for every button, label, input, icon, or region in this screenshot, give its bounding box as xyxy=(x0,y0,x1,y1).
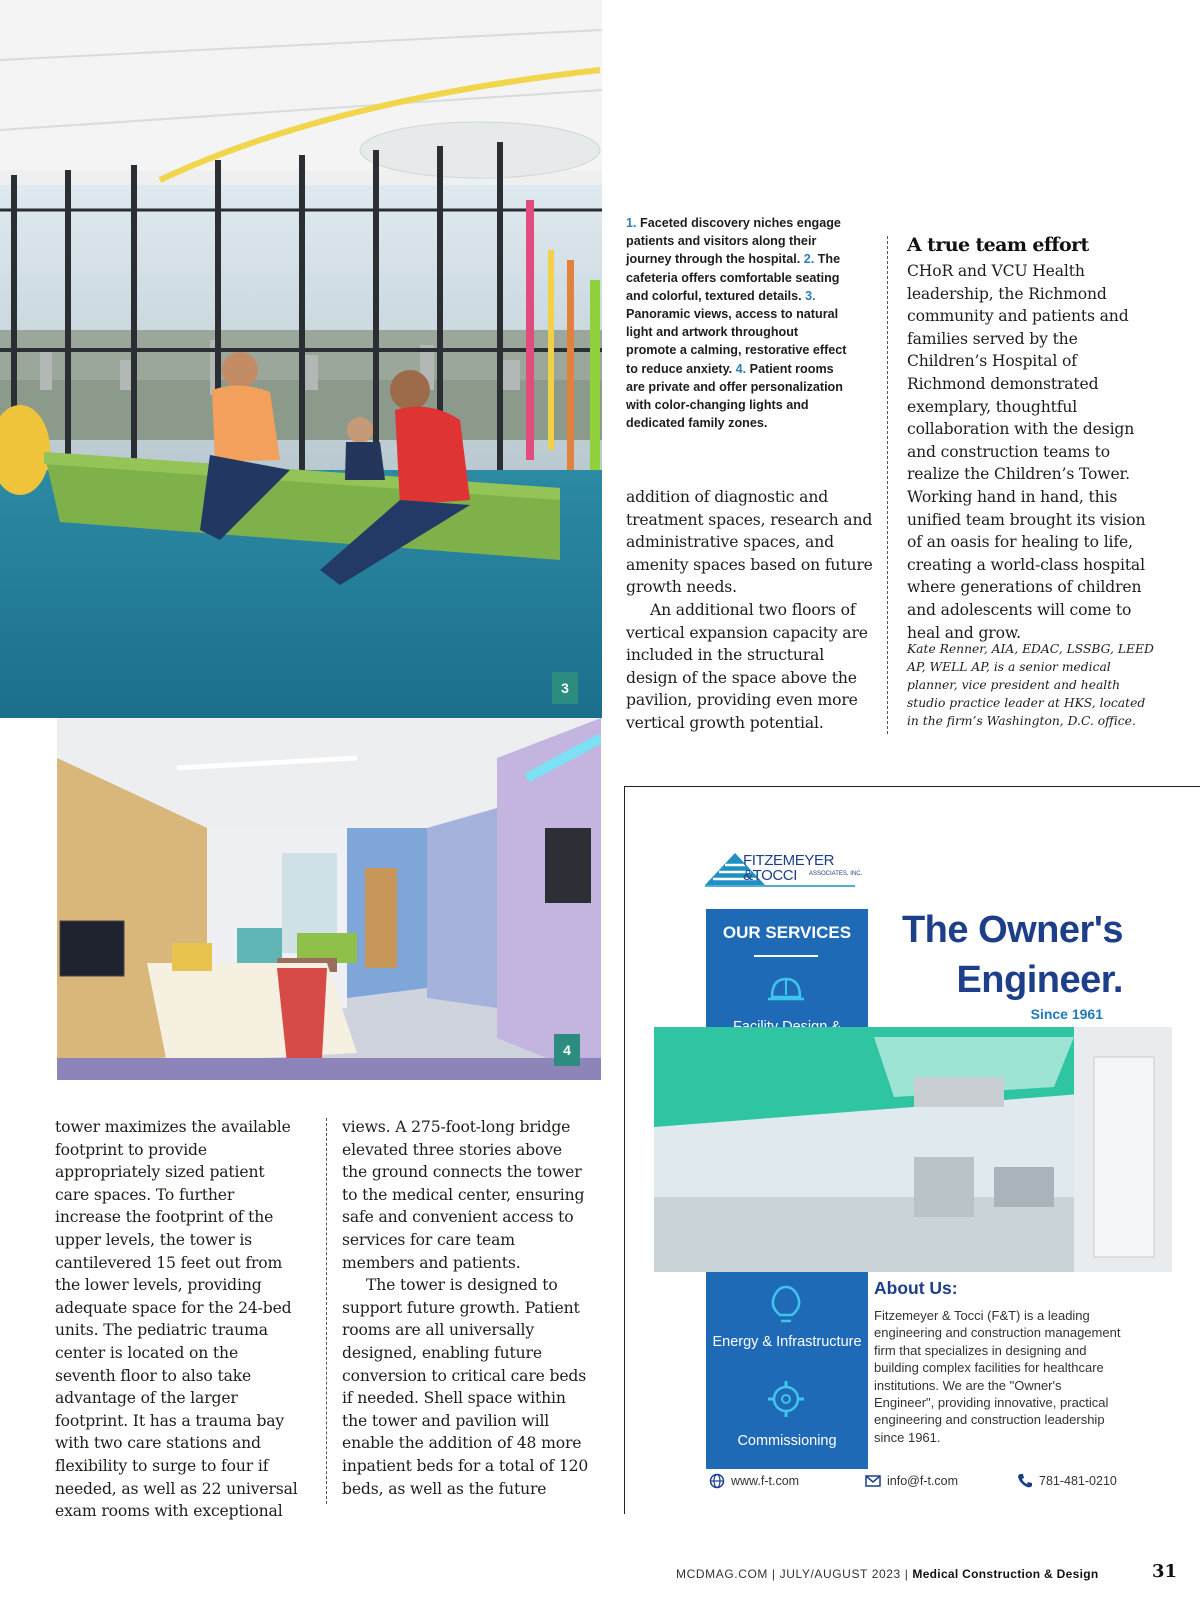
email-contact[interactable] xyxy=(865,1473,958,1489)
ad-headline-line-1: The Owner's xyxy=(901,909,1123,951)
about-heading: About Us: xyxy=(874,1278,958,1298)
photo-panoramic-lounge xyxy=(0,0,602,718)
operating-room-photo xyxy=(654,1027,1172,1272)
article-paragraph: tower maximizes the available footprint to provide appropriately sized patient care spaces. To further increase the footprint of the upper levels, the tower is cantilevered 15 feet out from the lower levels, providing adequate space for the 24-bed units. The pediatric trauma center is located on the seventh floor to also take advantage of the larger footprint. It has a trauma bay with two care stations and flexibility to surge to four if needed, as well as 22 universal exam rooms with exceptional xyxy=(55,1118,298,1521)
photo-number-badge: 4 xyxy=(554,1034,580,1066)
logo-line-1: FITZEMEYER xyxy=(743,852,835,869)
phone-contact[interactable] xyxy=(1017,1473,1117,1489)
ad-since-year: Since 1961 xyxy=(1030,1006,1103,1022)
logo-line-2: &TOCCI xyxy=(743,867,797,884)
energy-bulb-icon xyxy=(762,1281,810,1329)
commissioning-gear-icon xyxy=(762,1375,810,1423)
article-column-middle-top xyxy=(626,486,874,735)
article-paragraph: addition of diagnostic and treatment spaces, research and administrative spaces, and amenity spaces based on future growth needs. xyxy=(626,488,873,597)
service-label: Commissioning xyxy=(737,1433,837,1449)
column-divider xyxy=(326,1118,327,1504)
article-paragraph: The tower is designed to support future growth. Patient rooms are all universally designed, enabling future conversion to critical care beds if needed. Shell space within the tower and pavilion will enable the addition of 48 more inpatient beds for a total of 120 beds, as well as the future xyxy=(342,1276,589,1498)
footer-magazine: Medical Construction & Design xyxy=(912,1567,1099,1581)
phone-number[interactable]: 781-481-0210 xyxy=(1039,1474,1117,1488)
article-paragraph: views. A 275-foot-long bridge elevated three stories above the ground connects the tower to the medical center, ensuring safe and convenient access to services for care team members and patients. xyxy=(342,1118,585,1272)
photo-number-badge: 3 xyxy=(552,672,578,704)
footer-issue: JULY/AUGUST 2023 xyxy=(779,1567,901,1581)
caption-text: The cafeteria offers comfortable seating and colorful, textured details. xyxy=(626,252,841,303)
caption-number: 4. xyxy=(735,361,747,376)
article-paragraph: An additional two floors of vertical expansion capacity are included in the structural design of the space above the pavilion, providing even more vertical growth potential. xyxy=(626,600,868,732)
sidebar-heading: A true team effort xyxy=(907,234,1089,256)
caption-number: 3. xyxy=(805,288,816,303)
company-logo-text xyxy=(743,853,834,883)
page-footer: MCDMAG.COM | JULY/AUGUST 2023 | Medical Construction & Design xyxy=(676,1567,1099,1581)
caption-text: Panoramic views, access to natural light and artwork throughout promote a calming, restorative effect to reduce anxiety. xyxy=(626,307,847,376)
caption-number: 2. xyxy=(803,252,815,267)
email-link[interactable]: info@f-t.com xyxy=(887,1474,959,1488)
phone-icon xyxy=(1017,1473,1033,1489)
services-heading: OUR SERVICES xyxy=(722,923,852,942)
caption-text: Patient rooms are private and offer personalization with color-changing lights and dedicated family zones. xyxy=(626,361,843,431)
photo-patient-room xyxy=(57,718,601,1080)
website-contact[interactable] xyxy=(709,1473,799,1489)
services-divider xyxy=(754,955,818,957)
mail-icon xyxy=(865,1473,881,1489)
caption-text: Faceted discovery niches engage patients and visitors along their journey through the hospital. xyxy=(626,216,841,267)
article-column-middle-bottom xyxy=(342,1116,590,1500)
sidebar-paragraph: CHoR and VCU Health leadership, the Richmond community and patients and families served by the Children’s Hospital of Richmond demonstrated exemplary, thoughtful collaboration with the design and construction teams to realize the Children’s Tower. Working hand in hand, this unified team brought its vision of an oasis for healing to life, creating a world-class hospital where generations of children and adolescents will come to heal and grow. xyxy=(907,262,1146,642)
author-bio: Kate Renner, AIA, EDAC, LSSBG, LEED AP, WELL AP, is a senior medical planner, vice president and health studio practice leader at HKS, located in the firm’s Washington, D.C. office. xyxy=(907,642,1154,729)
column-divider xyxy=(887,236,888,734)
article-column-left xyxy=(55,1116,303,1523)
footer-site: MCDMAG.COM xyxy=(676,1567,768,1581)
service-label: Energy & Infrastructure xyxy=(712,1334,862,1350)
sidebar-body xyxy=(907,260,1155,644)
website-link[interactable]: www.f-t.com xyxy=(731,1474,800,1488)
design-hardhat-icon xyxy=(762,967,810,1015)
caption-number: 1. xyxy=(626,216,637,230)
about-text: Fitzemeyer & Tocci (F&T) is a leading engineering and construction management firm that specializes in designing and building complex facilities for healthcare institutions. We are the "Owner's Engineer", providing innovative, practical engineering and construction leadership since 1961. xyxy=(874,1308,1121,1445)
page-number: 31 xyxy=(1152,1561,1178,1582)
advertisement-fitzemeyer-tocci[interactable] xyxy=(624,786,1200,1514)
ad-headline-line-2: Engineer. xyxy=(956,959,1123,1001)
photo-caption xyxy=(626,214,848,432)
ad-headline xyxy=(885,905,1123,1005)
logo-subtitle: ASSOCIATES, INC. xyxy=(809,871,863,877)
globe-icon xyxy=(709,1473,725,1489)
